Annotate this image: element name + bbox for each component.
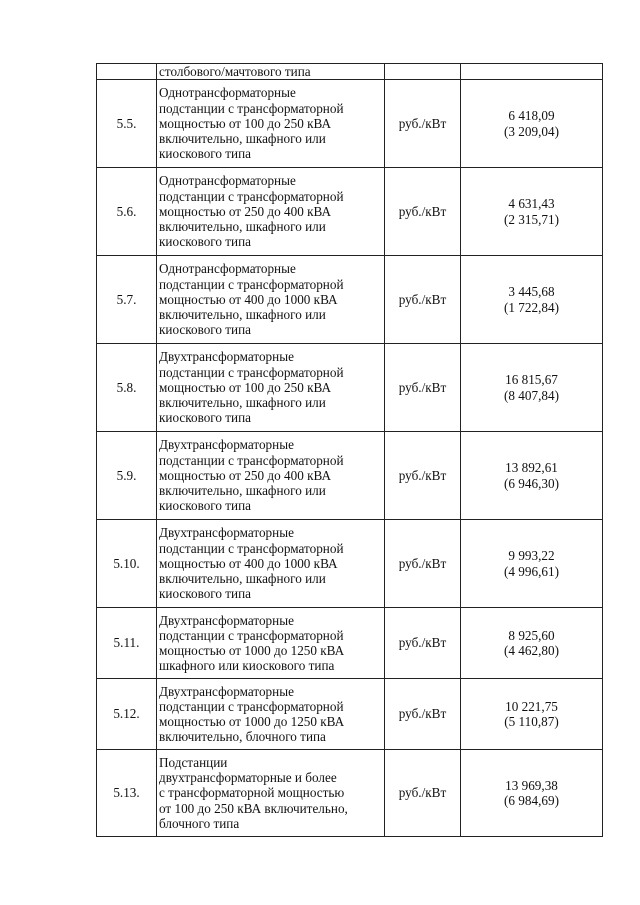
row-value: 8 925,60 <box>508 627 555 643</box>
row-value-alt: (2 315,71) <box>504 211 559 227</box>
row-number: 5.6. <box>97 168 157 256</box>
row-description: Двухтрансформаторные подстанции с трансформаторной мощностью от 1000 до 1250 кВА шкафного или киоскового типа <box>157 608 385 679</box>
row-value-cell <box>461 344 603 432</box>
row-value: 9 993,22 <box>508 548 555 564</box>
row-value: 16 815,67 <box>505 372 558 388</box>
row-unit: руб./кВт <box>385 256 461 344</box>
row-value-alt: (3 209,04) <box>504 123 559 139</box>
tariff-table-body <box>97 64 603 837</box>
row-unit: руб./кВт <box>385 679 461 750</box>
row-number: 5.7. <box>97 256 157 344</box>
row-value-alt: (6 984,69) <box>504 793 559 808</box>
row-value: 4 631,43 <box>508 196 555 212</box>
table-row <box>97 80 603 168</box>
row-value-cell <box>461 608 603 679</box>
row-description: Двухтрансформаторные подстанции с трансформаторной мощностью от 1000 до 1250 кВА включительно, блочного типа <box>157 679 385 750</box>
table-row <box>97 256 603 344</box>
continuation-num-cell <box>97 64 157 80</box>
continuation-row <box>97 64 603 80</box>
row-unit: руб./кВт <box>385 80 461 168</box>
table-row <box>97 608 603 679</box>
row-description: Двухтрансформаторные подстанции с трансформаторной мощностью от 100 до 250 кВА включительно, шкафного или киоскового типа <box>157 344 385 432</box>
continuation-unit-cell <box>385 64 461 80</box>
table-row <box>97 432 603 520</box>
tariff-table <box>96 63 603 837</box>
row-value: 6 418,09 <box>508 108 555 124</box>
row-value-cell <box>461 432 603 520</box>
row-description: Подстанции двухтрансформаторные и более с трансформаторной мощностью от 100 до 250 кВА включительно, блочного типа <box>157 750 385 837</box>
row-unit: руб./кВт <box>385 608 461 679</box>
continuation-value-cell <box>461 64 603 80</box>
row-description: Двухтрансформаторные подстанции с трансформаторной мощностью от 250 до 400 кВА включительно, шкафного или киоскового типа <box>157 432 385 520</box>
row-value-cell <box>461 80 603 168</box>
row-description: Однотрансформаторные подстанции с трансформаторной мощностью от 400 до 1000 кВА включительно, шкафного или киоскового типа <box>157 256 385 344</box>
row-value: 10 221,75 <box>505 698 558 714</box>
row-number: 5.8. <box>97 344 157 432</box>
row-value-alt: (6 946,30) <box>504 475 559 491</box>
row-number: 5.12. <box>97 679 157 750</box>
row-value-alt: (8 407,84) <box>504 387 559 403</box>
row-unit: руб./кВт <box>385 344 461 432</box>
table-row <box>97 520 603 608</box>
row-value-cell <box>461 750 603 837</box>
row-description: Однотрансформаторные подстанции с трансформаторной мощностью от 250 до 400 кВА включительно, шкафного или киоскового типа <box>157 168 385 256</box>
row-number: 5.9. <box>97 432 157 520</box>
row-value-alt: (4 996,61) <box>504 563 559 579</box>
row-unit: руб./кВт <box>385 168 461 256</box>
row-value-cell <box>461 520 603 608</box>
row-unit: руб./кВт <box>385 750 461 837</box>
row-value: 13 969,38 <box>505 777 558 793</box>
table-row <box>97 750 603 837</box>
row-unit: руб./кВт <box>385 520 461 608</box>
row-number: 5.5. <box>97 80 157 168</box>
row-description: Однотрансформаторные подстанции с трансформаторной мощностью от 100 до 250 кВА включительно, шкафного или киоскового типа <box>157 80 385 168</box>
row-number: 5.11. <box>97 608 157 679</box>
table-row <box>97 344 603 432</box>
row-number: 5.13. <box>97 750 157 837</box>
row-unit: руб./кВт <box>385 432 461 520</box>
row-value-alt: (5 110,87) <box>504 714 559 729</box>
row-value: 13 892,61 <box>505 460 558 476</box>
row-value-cell <box>461 679 603 750</box>
row-description: Двухтрансформаторные подстанции с трансформаторной мощностью от 400 до 1000 кВА включительно, шкафного или киоскового типа <box>157 520 385 608</box>
row-value-alt: (4 462,80) <box>504 643 559 658</box>
row-value-alt: (1 722,84) <box>504 299 559 315</box>
row-value-cell <box>461 256 603 344</box>
table-row <box>97 679 603 750</box>
continuation-name-cell: столбового/мачтового типа <box>157 64 385 80</box>
table-row <box>97 168 603 256</box>
row-value-cell <box>461 168 603 256</box>
row-value: 3 445,68 <box>508 284 555 300</box>
row-number: 5.10. <box>97 520 157 608</box>
